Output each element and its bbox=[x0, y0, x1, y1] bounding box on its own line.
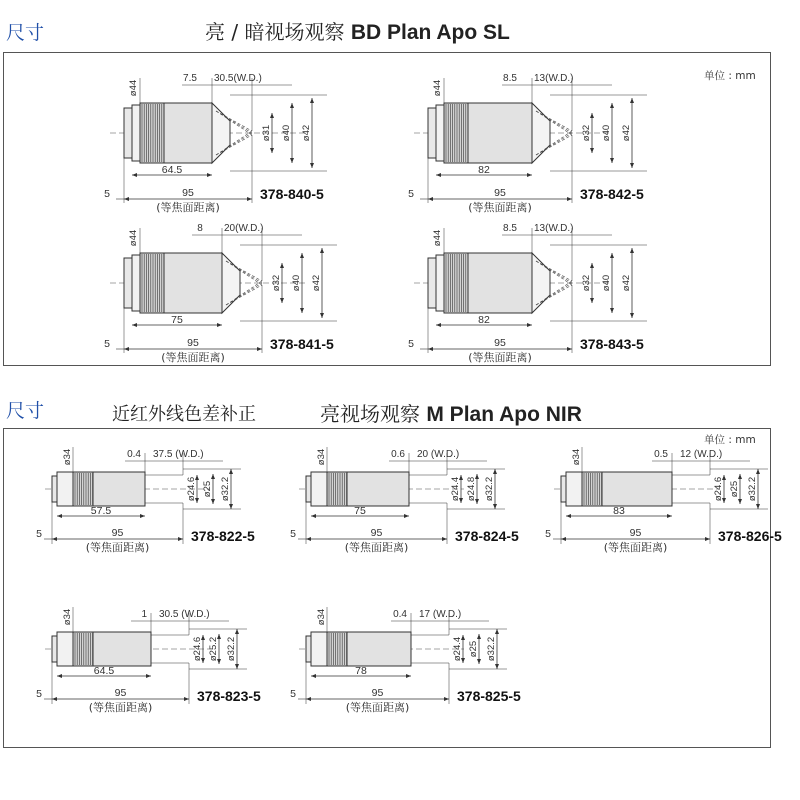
barrel bbox=[93, 472, 145, 506]
dim-d2-label: ø25.2 bbox=[208, 636, 219, 662]
dim-parfocal-label: 95 bbox=[629, 527, 642, 539]
dim-dia-top-label: ø34 bbox=[62, 608, 73, 626]
dim-parfocal-note: (等焦面距离) bbox=[161, 351, 225, 364]
dim-parfocal-label: 95 bbox=[182, 187, 194, 199]
dim-d2-arrow-top bbox=[211, 474, 215, 479]
dim-parfocal-label: 95 bbox=[187, 337, 199, 349]
dim-body-length-arrow-left bbox=[436, 173, 441, 177]
dim-dia-top-label: ø34 bbox=[571, 448, 582, 466]
dim-parfocal-arrow-right bbox=[257, 347, 262, 351]
dim-parfocal-arrow-left bbox=[306, 697, 311, 701]
dim-body-length-arrow-right bbox=[406, 674, 411, 678]
dim-d1-label: ø32 bbox=[581, 274, 592, 292]
mount-thread bbox=[306, 476, 311, 502]
model-number: 378-843-5 bbox=[580, 336, 644, 352]
dim-parfocal-label: 95 bbox=[370, 527, 383, 539]
dim-d2-arrow-bottom bbox=[300, 308, 304, 313]
dim-parfocal-label: 95 bbox=[114, 687, 127, 699]
dim-dia-top-label: ø44 bbox=[128, 79, 139, 97]
knurled-ring bbox=[73, 472, 93, 506]
dim-d1-label: ø24.6 bbox=[713, 476, 724, 502]
objective-378-843-5 bbox=[408, 223, 647, 364]
section2-title-en: M Plan Apo NIR bbox=[426, 403, 582, 426]
knurled-ring bbox=[327, 632, 347, 666]
dim-parfocal-note: (等焦面距离) bbox=[156, 201, 220, 214]
dim-d2-label: ø24.8 bbox=[466, 476, 477, 502]
dim-d1-arrow-bottom bbox=[590, 148, 594, 153]
dim-wd-label: 13(W.D.) bbox=[534, 223, 574, 234]
dim-front-label: 8.5 bbox=[503, 73, 517, 84]
dim-d2-arrow-top bbox=[610, 253, 614, 258]
dim-d2-arrow-bottom bbox=[610, 308, 614, 313]
model-number: 378-822-5 bbox=[191, 528, 255, 544]
knurled-ring-body bbox=[444, 253, 468, 313]
section2-label: 尺寸 bbox=[6, 400, 45, 422]
dim-d3-label: ø32.2 bbox=[486, 636, 497, 662]
dim-parfocal-arrow-left bbox=[124, 347, 129, 351]
model-number: 378-841-5 bbox=[270, 336, 334, 352]
dim-wd-label: 37.5 (W.D.) bbox=[153, 449, 204, 460]
objective-378-841-5 bbox=[104, 223, 337, 364]
dim-d1-arrow-bottom bbox=[590, 298, 594, 303]
dim-d3-arrow-top bbox=[320, 248, 324, 253]
dim-d1-arrow-bottom bbox=[280, 298, 284, 303]
dim-parfocal-arrow-left bbox=[52, 537, 57, 541]
dim-d3-arrow-top bbox=[630, 248, 634, 253]
dim-front-label: 0.6 bbox=[391, 449, 405, 460]
dim-dia-top-label: ø34 bbox=[62, 448, 73, 466]
dim-front-label: 1 bbox=[141, 609, 147, 620]
dim-body-length-label: 75 bbox=[171, 314, 183, 326]
front-cone bbox=[222, 253, 240, 313]
dim-d3-arrow-bottom bbox=[229, 504, 233, 509]
section1-drawing bbox=[4, 53, 770, 365]
dim-d3-arrow-top bbox=[229, 469, 233, 474]
objective-378-824-5 bbox=[290, 447, 519, 554]
dim-parfocal-arrow-right bbox=[184, 697, 189, 701]
dim-parfocal-arrow-left bbox=[428, 197, 433, 201]
dim-wd-label: 20 (W.D.) bbox=[417, 449, 460, 460]
dim-body-length-label: 82 bbox=[478, 314, 490, 326]
dim-d1-arrow-top bbox=[590, 113, 594, 118]
section2-panel bbox=[3, 428, 782, 748]
dim-parfocal-note: (等焦面距离) bbox=[603, 541, 668, 554]
dim-dia-top-label: ø44 bbox=[432, 79, 443, 97]
dim-dia-top-label: ø44 bbox=[128, 229, 139, 247]
dim-wd-label: 12 (W.D.) bbox=[680, 449, 723, 460]
dim-d1-arrow-top bbox=[280, 263, 284, 268]
knurled-ring bbox=[140, 103, 164, 163]
dim-d2-arrow-top bbox=[477, 634, 481, 639]
dim-parfocal-note: (等焦面距离) bbox=[345, 701, 410, 714]
dim-parfocal-note: (等焦面距离) bbox=[344, 541, 409, 554]
objective-378-822-5 bbox=[36, 447, 255, 554]
dim-body-length-arrow-left bbox=[57, 674, 62, 678]
dim-offset-label: 5 bbox=[104, 338, 110, 350]
dim-body-length-arrow-right bbox=[404, 514, 409, 518]
dim-parfocal-arrow-right bbox=[442, 537, 447, 541]
dim-d3-arrow-bottom bbox=[493, 504, 497, 509]
knurled-ring-body bbox=[444, 103, 468, 163]
dim-d3-arrow-bottom bbox=[235, 664, 239, 669]
dim-d1-arrow-bottom bbox=[270, 148, 274, 153]
dim-offset-label: 5 bbox=[104, 188, 110, 200]
dim-parfocal-arrow-right bbox=[567, 197, 572, 201]
front-cone bbox=[532, 253, 550, 313]
dim-d3-arrow-top bbox=[756, 469, 760, 474]
dim-parfocal-note: (等焦面距离) bbox=[468, 351, 532, 364]
dim-wd-label: 17 (W.D.) bbox=[419, 609, 462, 620]
dim-front-label: 0.5 bbox=[654, 449, 668, 460]
dim-offset-label: 5 bbox=[290, 688, 296, 700]
knurled-ring bbox=[444, 253, 468, 313]
dim-front-label: 8.5 bbox=[503, 223, 517, 234]
dim-d2-arrow-top bbox=[738, 474, 742, 479]
dim-d1-label: ø32 bbox=[271, 274, 282, 292]
knurled-ring-body bbox=[140, 103, 164, 163]
dim-d3-arrow-top bbox=[235, 629, 239, 634]
dim-front-label: 0.4 bbox=[127, 449, 141, 460]
dim-body-length-arrow-right bbox=[217, 323, 222, 327]
dim-d2-label: ø25 bbox=[468, 640, 479, 658]
barrel bbox=[164, 253, 222, 313]
dim-body-length-label: 82 bbox=[478, 164, 490, 176]
dim-front-label: 7.5 bbox=[183, 73, 197, 84]
dim-d2-arrow-top bbox=[610, 103, 614, 108]
dim-parfocal-note: (等焦面距离) bbox=[88, 701, 153, 714]
dim-parfocal-arrow-right bbox=[247, 197, 252, 201]
dim-d2-label: ø25 bbox=[202, 480, 213, 498]
dim-d2-arrow-bottom bbox=[477, 659, 481, 664]
section1-title-en: BD Plan Apo SL bbox=[350, 21, 510, 44]
dim-offset-label: 5 bbox=[408, 338, 414, 350]
knurled-ring-body bbox=[140, 253, 164, 313]
front-cone bbox=[532, 103, 550, 163]
dim-d1-label: ø31 bbox=[261, 124, 272, 142]
dim-d3-arrow-bottom bbox=[320, 313, 324, 318]
section2-drawing bbox=[4, 429, 782, 747]
dim-d3-label: ø32.2 bbox=[220, 476, 231, 502]
barrel bbox=[347, 472, 409, 506]
dim-d3-label: ø42 bbox=[621, 274, 632, 292]
dim-body-length-label: 83 bbox=[613, 505, 625, 517]
mount-flange bbox=[436, 105, 444, 161]
model-number: 378-825-5 bbox=[457, 688, 521, 704]
objective-378-842-5 bbox=[408, 73, 647, 214]
dim-parfocal-label: 95 bbox=[494, 337, 506, 349]
knurled-ring bbox=[582, 472, 602, 506]
dim-d3-label: ø42 bbox=[311, 274, 322, 292]
dim-d2-arrow-top bbox=[290, 103, 294, 108]
dim-d3-arrow-top bbox=[493, 469, 497, 474]
dim-offset-label: 5 bbox=[408, 188, 414, 200]
dim-parfocal-note: (等焦面距离) bbox=[85, 541, 150, 554]
mount-flange bbox=[311, 632, 327, 666]
dim-body-length-arrow-left bbox=[57, 514, 62, 518]
dim-parfocal-arrow-left bbox=[52, 697, 57, 701]
dim-d1-label: ø32 bbox=[581, 124, 592, 142]
mount-flange bbox=[132, 105, 140, 161]
dim-offset-label: 5 bbox=[545, 528, 551, 540]
mount-thread bbox=[124, 108, 132, 158]
dim-parfocal-label: 95 bbox=[371, 687, 384, 699]
mount-flange bbox=[311, 472, 327, 506]
mount-flange bbox=[132, 255, 140, 311]
dim-d2-arrow-bottom bbox=[738, 499, 742, 504]
dim-offset-label: 5 bbox=[36, 528, 42, 540]
mount-thread bbox=[306, 636, 311, 662]
dim-d3-label: ø32.2 bbox=[747, 476, 758, 502]
model-number: 378-840-5 bbox=[260, 186, 324, 202]
model-number: 378-826-5 bbox=[718, 528, 782, 544]
dim-parfocal-arrow-right bbox=[567, 347, 572, 351]
dim-parfocal-label: 95 bbox=[111, 527, 124, 539]
dim-dia-top-label: ø34 bbox=[316, 448, 327, 466]
dim-d3-arrow-bottom bbox=[630, 313, 634, 318]
mount-flange bbox=[57, 472, 73, 506]
dim-d2-arrow-bottom bbox=[211, 499, 215, 504]
dim-d3-arrow-top bbox=[310, 98, 314, 103]
objective-378-840-5 bbox=[104, 73, 327, 214]
mount-thread bbox=[52, 476, 57, 502]
dim-body-length-label: 78 bbox=[355, 665, 367, 677]
dim-parfocal-arrow-left bbox=[561, 537, 566, 541]
dim-d3-arrow-bottom bbox=[495, 664, 499, 669]
dim-parfocal-arrow-left bbox=[306, 537, 311, 541]
mount-thread bbox=[124, 258, 132, 308]
dim-front-label: 8 bbox=[197, 223, 203, 234]
mount-thread bbox=[561, 476, 566, 502]
dim-offset-label: 5 bbox=[36, 688, 42, 700]
model-number: 378-842-5 bbox=[580, 186, 644, 202]
dim-parfocal-arrow-right bbox=[178, 537, 183, 541]
dim-d1-arrow-top bbox=[590, 263, 594, 268]
dim-body-length-arrow-left bbox=[132, 173, 137, 177]
dim-parfocal-label: 95 bbox=[494, 187, 506, 199]
dim-d2-arrow-bottom bbox=[290, 158, 294, 163]
dim-parfocal-note: (等焦面距离) bbox=[468, 201, 532, 214]
dim-body-length-arrow-left bbox=[436, 323, 441, 327]
dim-body-length-label: 75 bbox=[354, 505, 366, 517]
dim-front-label: 0.4 bbox=[393, 609, 407, 620]
dim-d2-arrow-top bbox=[300, 253, 304, 258]
dim-parfocal-arrow-left bbox=[124, 197, 129, 201]
dim-d3-label: ø32.2 bbox=[484, 476, 495, 502]
dim-d2-arrow-bottom bbox=[610, 158, 614, 163]
mount-flange bbox=[57, 632, 73, 666]
dim-body-length-arrow-right bbox=[207, 173, 212, 177]
mount-flange bbox=[566, 472, 582, 506]
unit-label: 单位 : mm bbox=[704, 70, 756, 82]
dim-d3-label: ø42 bbox=[621, 124, 632, 142]
knurled-ring bbox=[140, 253, 164, 313]
knurled-ring bbox=[444, 103, 468, 163]
mount-thread bbox=[52, 636, 57, 662]
knurled-ring-body bbox=[582, 472, 602, 506]
unit-label: 单位 : mm bbox=[704, 434, 756, 446]
dim-body-length-arrow-right bbox=[527, 323, 532, 327]
dim-d2-label: ø25 bbox=[729, 480, 740, 498]
dim-wd-label: 13(W.D.) bbox=[534, 73, 574, 84]
mount-flange bbox=[436, 255, 444, 311]
barrel bbox=[164, 103, 212, 163]
dim-d1-label: ø24.6 bbox=[186, 476, 197, 502]
mount-thread bbox=[428, 258, 436, 308]
model-number: 378-824-5 bbox=[455, 528, 519, 544]
dim-dia-top-label: ø44 bbox=[432, 229, 443, 247]
knurled-ring bbox=[327, 472, 347, 506]
dim-d1-label: ø24.4 bbox=[452, 636, 463, 662]
dim-body-length-arrow-left bbox=[311, 514, 316, 518]
dim-d2-label: ø40 bbox=[291, 274, 302, 292]
objective-378-825-5 bbox=[290, 607, 521, 714]
section2-subtitle: 近红外线色差补正 bbox=[112, 404, 256, 425]
dim-d1-label: ø24.6 bbox=[192, 636, 203, 662]
barrel bbox=[468, 253, 532, 313]
barrel bbox=[347, 632, 411, 666]
dim-body-length-arrow-right bbox=[146, 674, 151, 678]
dim-d3-label: ø32.2 bbox=[226, 636, 237, 662]
dim-wd-label: 20(W.D.) bbox=[224, 223, 264, 234]
dim-parfocal-arrow-right bbox=[444, 697, 449, 701]
dim-d2-label: ø40 bbox=[601, 124, 612, 142]
dim-parfocal-arrow-right bbox=[705, 537, 710, 541]
barrel bbox=[602, 472, 672, 506]
front-cone bbox=[212, 103, 230, 163]
knurled-ring-body bbox=[327, 632, 347, 666]
dim-body-length-label: 64.5 bbox=[161, 164, 183, 176]
dim-d1-label: ø24.4 bbox=[450, 476, 461, 502]
dim-d3-label: ø42 bbox=[301, 124, 312, 142]
dim-wd-label: 30.5(W.D.) bbox=[214, 73, 262, 84]
knurled-ring-body bbox=[73, 632, 93, 666]
dim-d3-arrow-top bbox=[630, 98, 634, 103]
model-number: 378-823-5 bbox=[197, 688, 261, 704]
section1-title-cn: 亮 / 暗视场观察 bbox=[205, 20, 351, 44]
mount-thread bbox=[428, 108, 436, 158]
dim-body-length-arrow-right bbox=[527, 173, 532, 177]
dim-d2-label: ø40 bbox=[281, 124, 292, 142]
dim-body-length-label: 57.5 bbox=[90, 505, 112, 517]
dim-wd-label: 30.5 (W.D.) bbox=[159, 609, 210, 620]
barrel bbox=[468, 103, 532, 163]
section2-title-cn: 亮视场观察 bbox=[320, 402, 427, 426]
knurled-ring-body bbox=[73, 472, 93, 506]
dim-body-length-arrow-left bbox=[566, 514, 571, 518]
objective-378-826-5 bbox=[545, 447, 782, 554]
knurled-ring-body bbox=[327, 472, 347, 506]
dim-offset-label: 5 bbox=[290, 528, 296, 540]
knurled-ring bbox=[73, 632, 93, 666]
dim-body-length-arrow-right bbox=[667, 514, 672, 518]
dim-dia-top-label: ø34 bbox=[316, 608, 327, 626]
objective-378-823-5 bbox=[36, 607, 261, 714]
dim-d3-arrow-bottom bbox=[310, 163, 314, 168]
section1-panel bbox=[3, 52, 771, 366]
barrel bbox=[93, 632, 151, 666]
dim-d3-arrow-bottom bbox=[756, 504, 760, 509]
dim-body-length-arrow-left bbox=[132, 323, 137, 327]
dim-body-length-arrow-left bbox=[311, 674, 316, 678]
dim-d1-arrow-top bbox=[270, 113, 274, 118]
section1-title bbox=[205, 16, 510, 45]
section2-title bbox=[320, 398, 582, 427]
dim-d2-label: ø40 bbox=[601, 274, 612, 292]
dim-body-length-label: 64.5 bbox=[93, 665, 115, 677]
dim-parfocal-arrow-left bbox=[428, 347, 433, 351]
dim-d3-arrow-bottom bbox=[630, 163, 634, 168]
dim-body-length-arrow-right bbox=[140, 514, 145, 518]
section1-label: 尺寸 bbox=[6, 22, 45, 44]
dim-d3-arrow-top bbox=[495, 629, 499, 634]
